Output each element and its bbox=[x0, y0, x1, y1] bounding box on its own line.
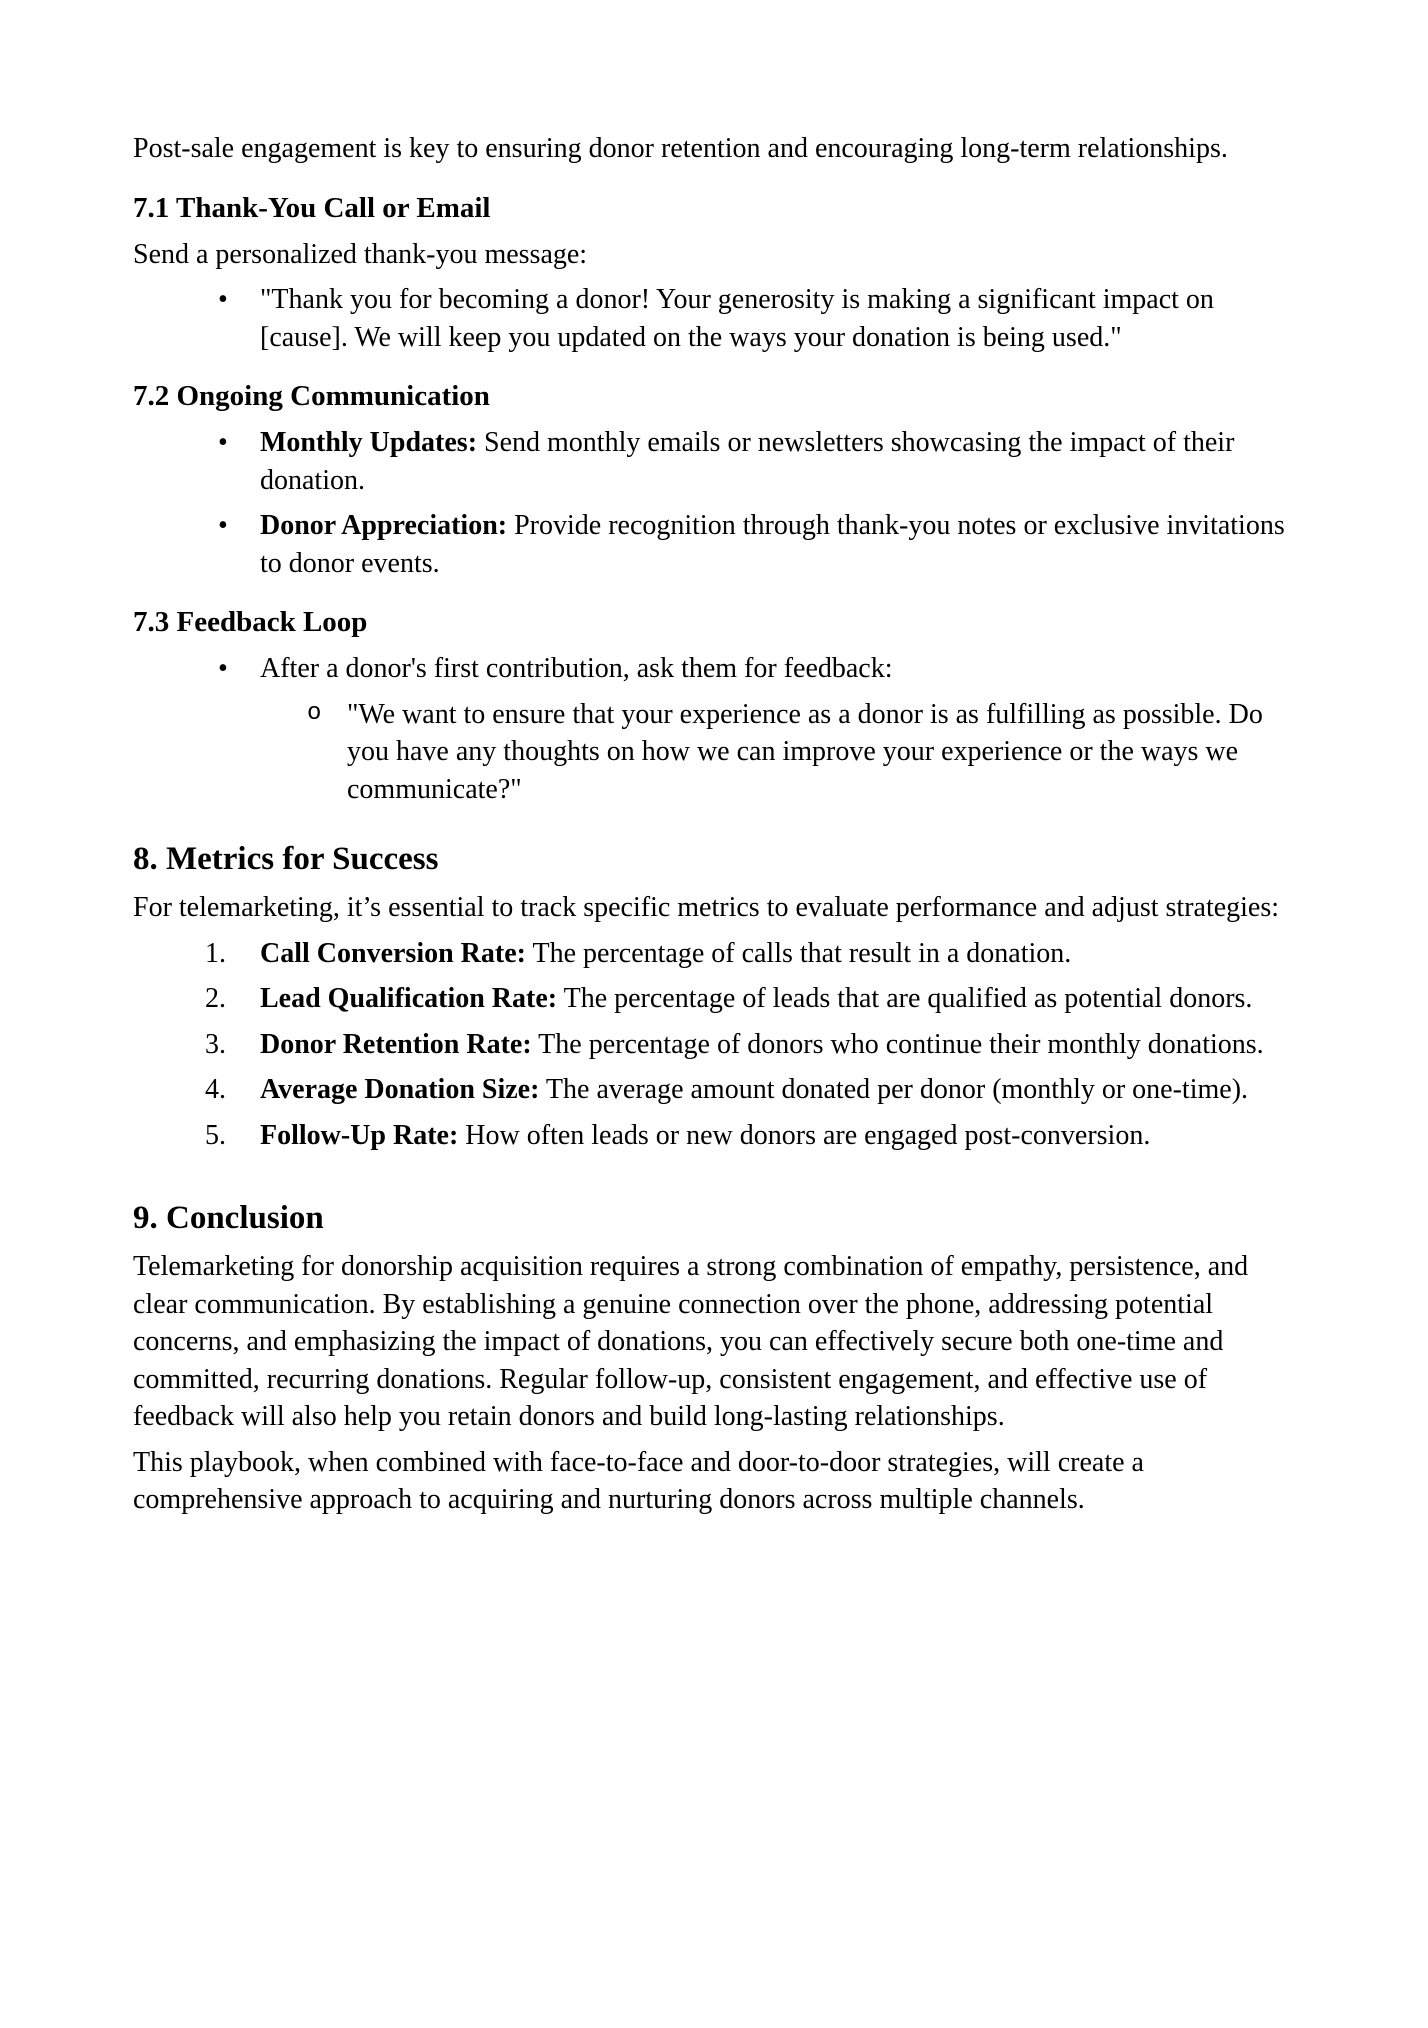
numbered-list-item bbox=[133, 1026, 1293, 1064]
bullet-icon: • bbox=[218, 510, 228, 541]
list-item-bold-lead: Average Donation Size: bbox=[260, 1074, 540, 1105]
list-item-text: After a donor's first contribution, ask them for feedback: bbox=[260, 653, 893, 684]
sec72-bullet-list bbox=[133, 424, 1293, 582]
sub-bullet-icon: o bbox=[307, 699, 322, 727]
heading-9-conclusion: 9. Conclusion bbox=[133, 1200, 324, 1236]
numbered-list-item bbox=[133, 935, 1293, 973]
heading-7-1-thank-you-call-or-email: 7.1 Thank-You Call or Email bbox=[133, 191, 491, 224]
list-number: 3. bbox=[205, 1028, 226, 1060]
list-item bbox=[133, 281, 1293, 356]
conclusion-paragraph-1: Telemarketing for donorship acquisition requires a strong combination of empathy, persistence, and clear communication. By establishing a genuine connection over the phone, addressing potential concerns, and emphasizing the impact of donations, you can effectively secure both one-time and committed, recurring donations. Regular follow-up, consistent engagement, and effective use of feedback will also help you retain donors and build long-lasting relationships. bbox=[133, 1251, 1249, 1432]
list-number: 1. bbox=[205, 937, 226, 969]
list-item-rest: The percentage of leads that are qualified as potential donors. bbox=[557, 983, 1253, 1014]
heading-7-3-feedback-loop: 7.3 Feedback Loop bbox=[133, 606, 368, 638]
list-item-text bbox=[260, 938, 1071, 969]
intro-paragraph: Post-sale engagement is key to ensuring donor retention and encouraging long-term relationships. bbox=[133, 133, 1228, 164]
list-item-text bbox=[260, 1029, 1264, 1060]
list-item-rest: The percentage of donors who continue their monthly donations. bbox=[531, 1028, 1264, 1060]
sub-list-item-text: "We want to ensure that your experience as a donor is as fulfilling as possible. Do you have any thoughts on how we can improve your experience or the ways we communicate?" bbox=[347, 698, 1263, 805]
list-item-bold-lead: Donor Retention Rate: bbox=[260, 1028, 532, 1060]
sec71-bullet-list bbox=[133, 281, 1293, 356]
sub-list-item bbox=[133, 696, 1293, 809]
numbered-list-item bbox=[133, 1071, 1293, 1109]
list-item-text: "Thank you for becoming a donor! Your generosity is making a significant impact on [cause]. We will keep you updated on the ways your donation is being used." bbox=[260, 284, 1214, 353]
list-item-bold-lead: Follow-Up Rate: bbox=[260, 1119, 459, 1151]
list-item-rest: The percentage of calls that result in a donation. bbox=[525, 937, 1072, 969]
sec73-bullet-list bbox=[133, 650, 1293, 808]
list-item-rest: Send monthly emails or newsletters showcasing the impact of their donation. bbox=[260, 427, 1235, 496]
list-number: 4. bbox=[205, 1074, 226, 1105]
bullet-icon: • bbox=[218, 284, 228, 315]
bullet-icon: • bbox=[218, 653, 228, 684]
sec8-paragraph: For telemarketing, it’s essential to track specific metrics to evaluate performance and adjust strategies: bbox=[133, 892, 1280, 923]
bullet-icon: • bbox=[218, 427, 228, 458]
list-item-bold-lead: Call Conversion Rate: bbox=[260, 937, 526, 969]
numbered-list-item bbox=[133, 1117, 1293, 1155]
list-item bbox=[133, 507, 1293, 582]
list-item-text bbox=[260, 1120, 1150, 1151]
list-number: 2. bbox=[205, 983, 226, 1014]
list-item-bold-lead: Donor Appreciation: bbox=[260, 510, 508, 541]
list-item-bold-lead: Monthly Updates: bbox=[260, 427, 478, 458]
list-item bbox=[133, 650, 1293, 688]
list-item-rest: Provide recognition through thank-you notes or exclusive invitations to donor events. bbox=[260, 510, 1285, 579]
list-item-text bbox=[260, 510, 1285, 579]
list-item bbox=[133, 424, 1293, 499]
list-item-rest: The average amount donated per donor (monthly or one-time). bbox=[539, 1074, 1249, 1105]
numbered-list-item bbox=[133, 980, 1293, 1018]
list-item-text bbox=[260, 1074, 1248, 1105]
list-item-bold-lead: Lead Qualification Rate: bbox=[260, 983, 558, 1014]
sec71-paragraph: Send a personalized thank-you message: bbox=[133, 238, 588, 270]
list-item-text bbox=[260, 983, 1252, 1014]
metrics-numbered-list bbox=[133, 935, 1293, 1155]
heading-7-2-ongoing-communication: 7.2 Ongoing Communication bbox=[133, 380, 490, 412]
heading-8-metrics-for-success: 8. Metrics for Success bbox=[133, 841, 439, 877]
conclusion-paragraph-2: This playbook, when combined with face-to-face and door-to-door strategies, will create a comprehensive approach to acquiring and nurturing donors across multiple channels. bbox=[133, 1446, 1144, 1515]
list-number: 5. bbox=[205, 1119, 226, 1151]
list-item-rest: How often leads or new donors are engaged post-conversion. bbox=[458, 1119, 1151, 1151]
list-item-text bbox=[260, 427, 1234, 496]
